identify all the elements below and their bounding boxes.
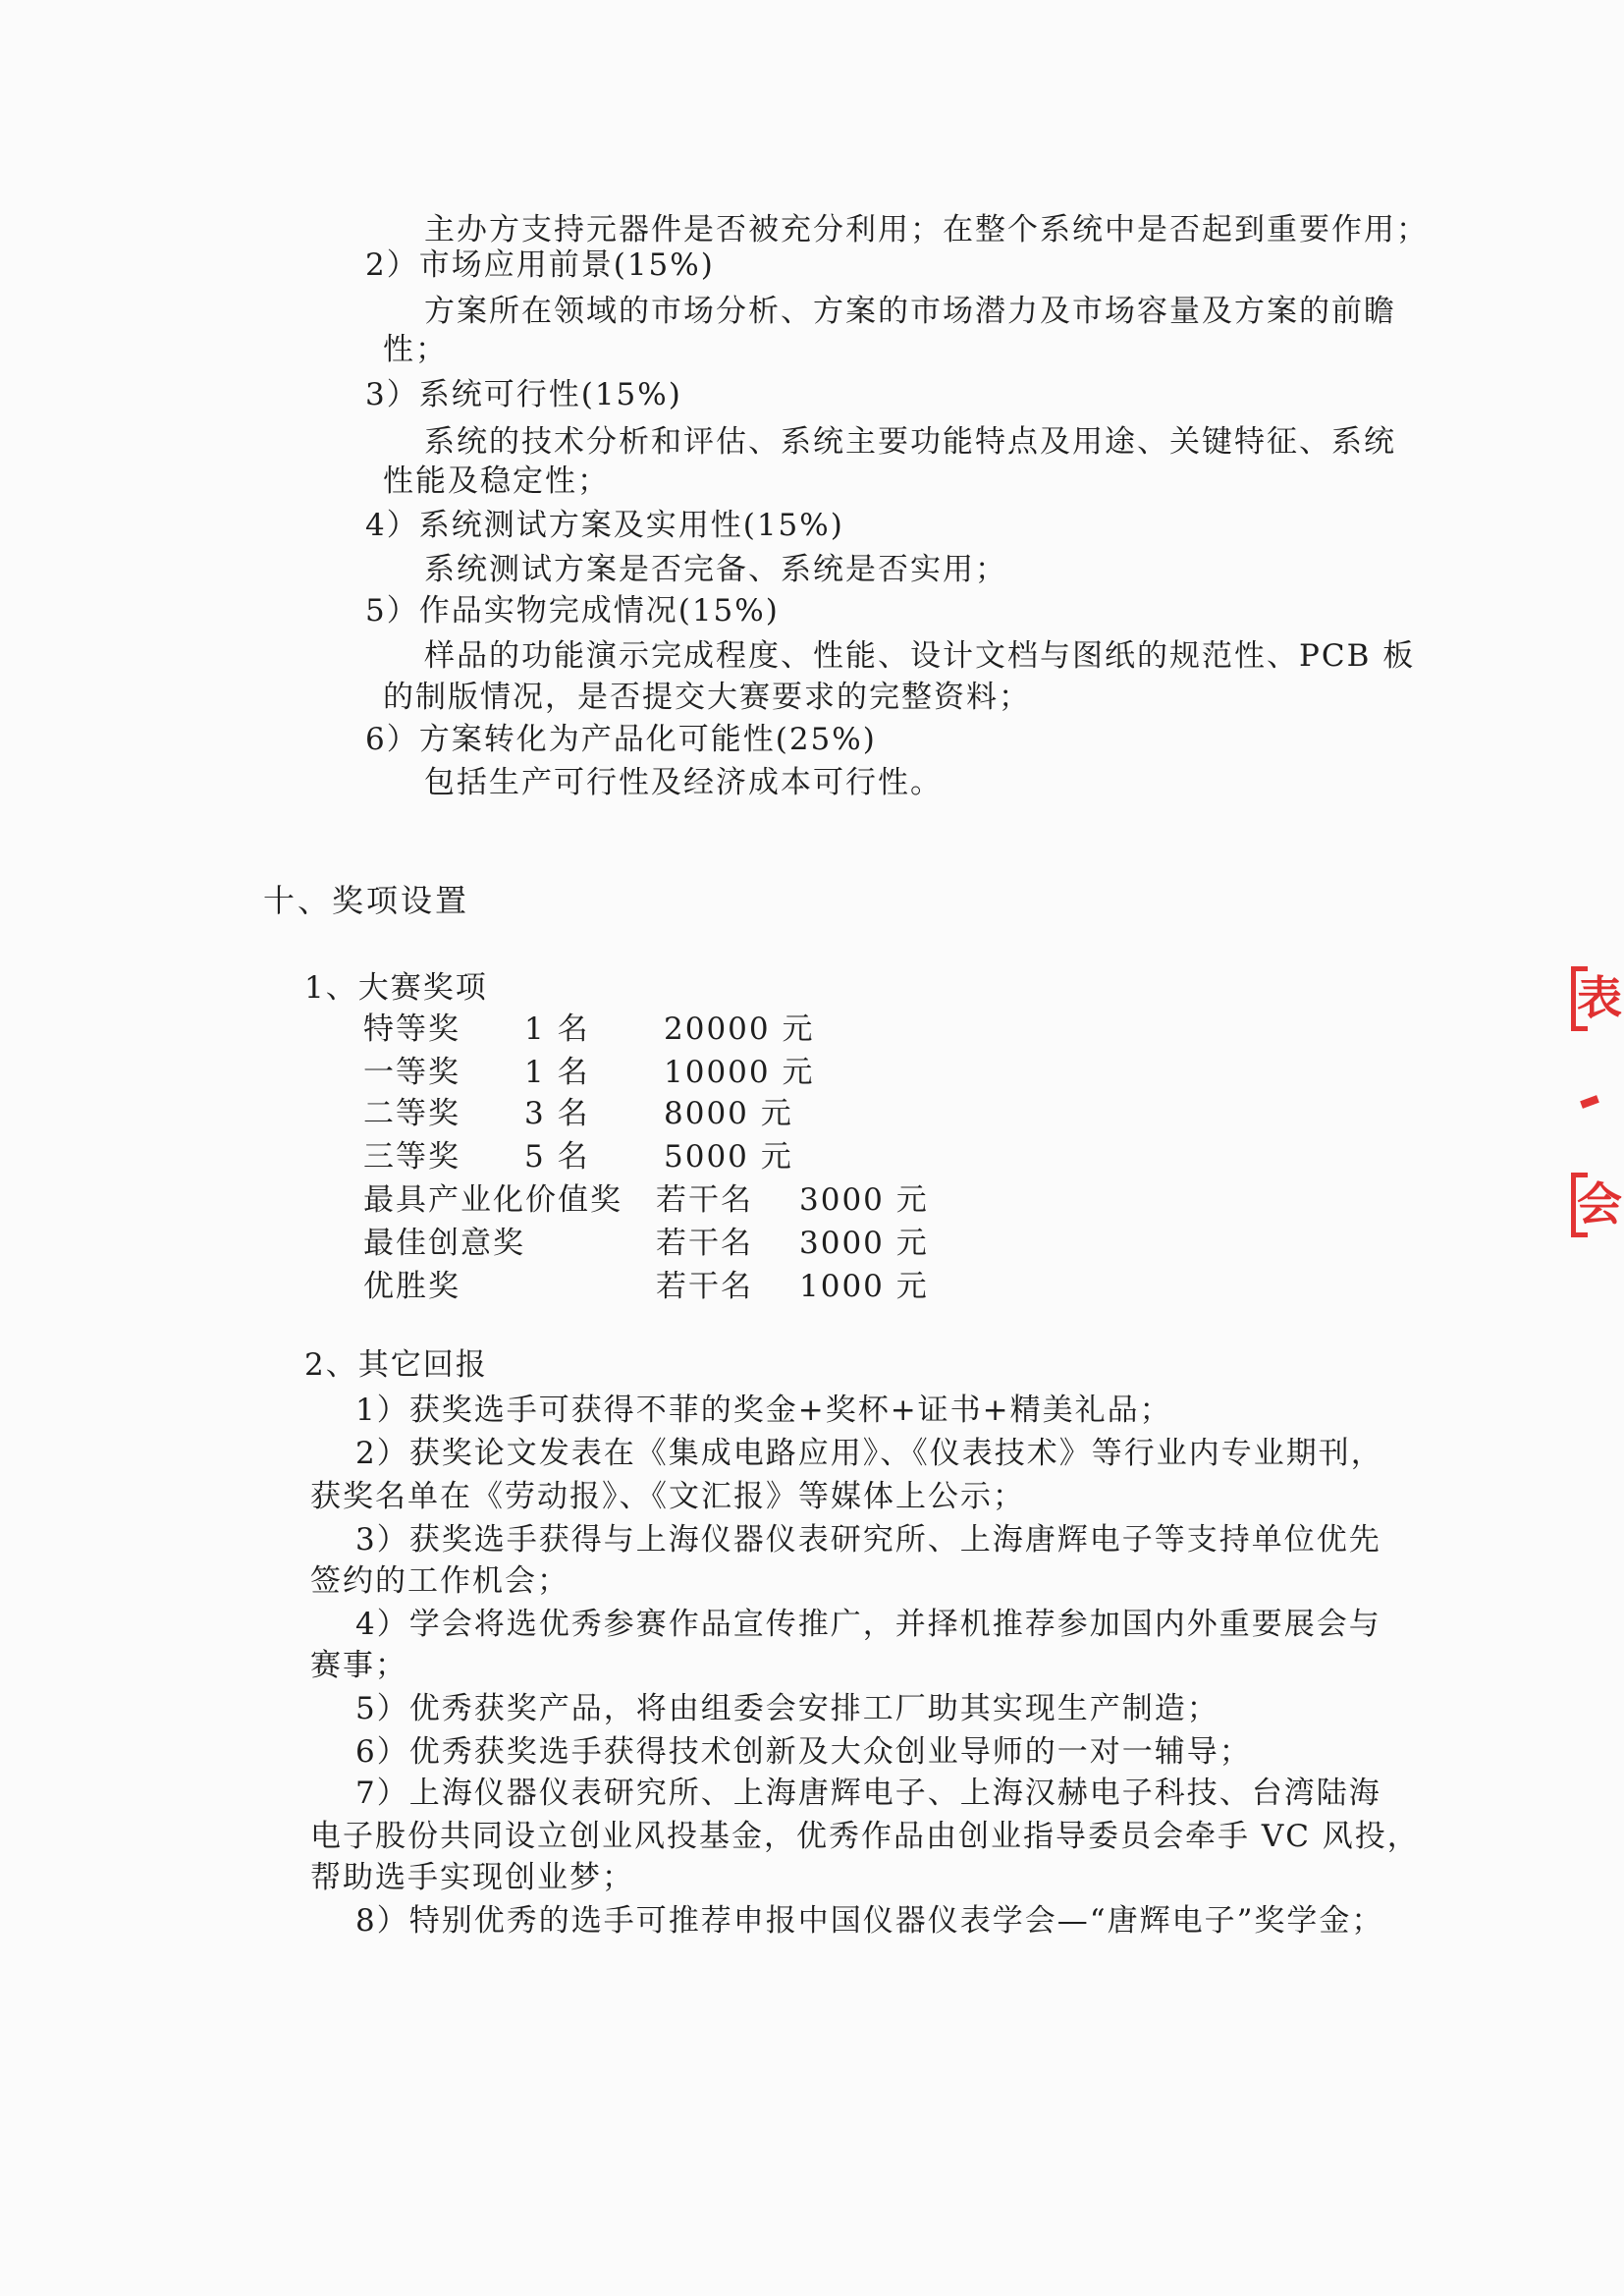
criteria-item-desc: 系统的技术分析和评估、系统主要功能特点及用途、关键特征、系统: [424, 424, 1396, 460]
prize-row: [0, 1094, 1624, 1133]
criteria-item-title: 5）作品实物完成情况(15%): [365, 593, 780, 629]
return-item: 获奖名单在《劳动报》、《文汇报》等媒体上公示；: [310, 1479, 1025, 1514]
prize-count: 若干名: [656, 1269, 753, 1304]
subsection-heading: 2、其它回报: [304, 1347, 488, 1383]
prize-amount: 3000 元: [799, 1182, 929, 1218]
prize-name: 二等奖: [363, 1096, 460, 1131]
criteria-item-desc: 性；: [383, 332, 448, 367]
return-item: 4）学会将选优秀参赛作品宣传推广，并择机推荐参加国内外重要展会与: [355, 1607, 1381, 1642]
prize-name: 最具产业化价值奖: [363, 1182, 623, 1218]
prize-amount: 1000 元: [799, 1269, 929, 1304]
stamp-char: 会: [1577, 1177, 1622, 1230]
criteria-item-desc: 样品的功能演示完成程度、性能、设计文档与图纸的规范性、PCB 板: [424, 638, 1416, 674]
return-item: 6）优秀获奖选手获得技术创新及大众创业导师的一对一辅导；: [355, 1734, 1252, 1770]
return-item: 2）获奖论文发表在《集成电路应用》、《仪表技术》等行业内专业期刊，: [355, 1436, 1383, 1471]
prize-amount: 10000 元: [664, 1055, 815, 1090]
return-item: 8）特别优秀的选手可推荐申报中国仪器仪表学会—“唐辉电子”奖学金；: [355, 1903, 1384, 1939]
prize-count: 5 名: [524, 1139, 590, 1175]
criteria-item-desc: 性能及稳定性；: [383, 464, 610, 499]
stamp-bracket-icon: [1571, 1173, 1588, 1237]
prize-amount: 20000 元: [664, 1011, 815, 1047]
prize-name: 优胜奖: [363, 1269, 460, 1304]
prize-amount: 3000 元: [799, 1226, 929, 1261]
subsection-heading: 1、大赛奖项: [304, 970, 488, 1006]
prize-name: 一等奖: [363, 1055, 460, 1090]
prize-row: [0, 1180, 1624, 1220]
prize-count: 若干名: [656, 1226, 753, 1261]
prize-amount: 8000 元: [664, 1096, 793, 1131]
criteria-item-desc: 系统测试方案是否完备、系统是否实用；: [424, 552, 1007, 587]
prize-name: 三等奖: [363, 1139, 460, 1175]
prize-count: 1 名: [524, 1011, 590, 1047]
return-item: 帮助选手实现创业梦；: [310, 1860, 634, 1895]
criteria-item-title: 2）市场应用前景(15%): [365, 247, 715, 283]
prize-count: 若干名: [656, 1182, 753, 1218]
prize-row: [0, 1137, 1624, 1176]
prize-count: 1 名: [524, 1055, 590, 1090]
stamp-char: 表: [1577, 971, 1622, 1024]
return-item: 5）优秀获奖产品，将由组委会安排工厂助其实现生产制造；: [355, 1691, 1219, 1726]
return-item: 7）上海仪器仪表研究所、上海唐辉电子、上海汉赫电子科技、台湾陆海: [355, 1776, 1381, 1811]
red-seal-stamp: [1567, 962, 1624, 1257]
return-item: 3）获奖选手获得与上海仪器仪表研究所、上海唐辉电子等支持单位优先: [355, 1522, 1381, 1558]
prize-row: [0, 1053, 1624, 1092]
criteria-intro-tail: 主办方支持元器件是否被充分利用；在整个系统中是否起到重要作用；: [424, 212, 1429, 247]
prize-row: [0, 1010, 1624, 1049]
stamp-mark-icon: [1580, 1095, 1599, 1109]
section-heading: 十、奖项设置: [263, 882, 470, 919]
prize-row: [0, 1267, 1624, 1306]
criteria-item-title: 3）系统可行性(15%): [365, 377, 682, 412]
prize-amount: 5000 元: [664, 1139, 793, 1175]
prize-name: 特等奖: [363, 1011, 460, 1047]
criteria-item-desc: 方案所在领域的市场分析、方案的市场潜力及市场容量及方案的前瞻: [424, 294, 1396, 329]
return-item: 签约的工作机会；: [310, 1563, 569, 1599]
criteria-item-title: 6）方案转化为产品化可能性(25%): [365, 722, 877, 757]
return-item: 电子股份共同设立创业风投基金，优秀作品由创业指导委员会牵手 VC 风投，: [310, 1819, 1420, 1854]
return-item: 1）获奖选手可获得不菲的奖金+奖杯+证书+精美礼品；: [355, 1393, 1172, 1428]
return-item: 赛事；: [310, 1648, 407, 1683]
criteria-item-desc: 的制版情况，是否提交大赛要求的完整资料；: [383, 680, 1031, 715]
prize-name: 最佳创意奖: [363, 1226, 525, 1261]
prize-row: [0, 1224, 1624, 1263]
criteria-item-desc: 包括生产可行性及经济成本可行性。: [424, 765, 943, 800]
prize-count: 3 名: [524, 1096, 590, 1131]
criteria-item-title: 4）系统测试方案及实用性(15%): [365, 508, 844, 543]
